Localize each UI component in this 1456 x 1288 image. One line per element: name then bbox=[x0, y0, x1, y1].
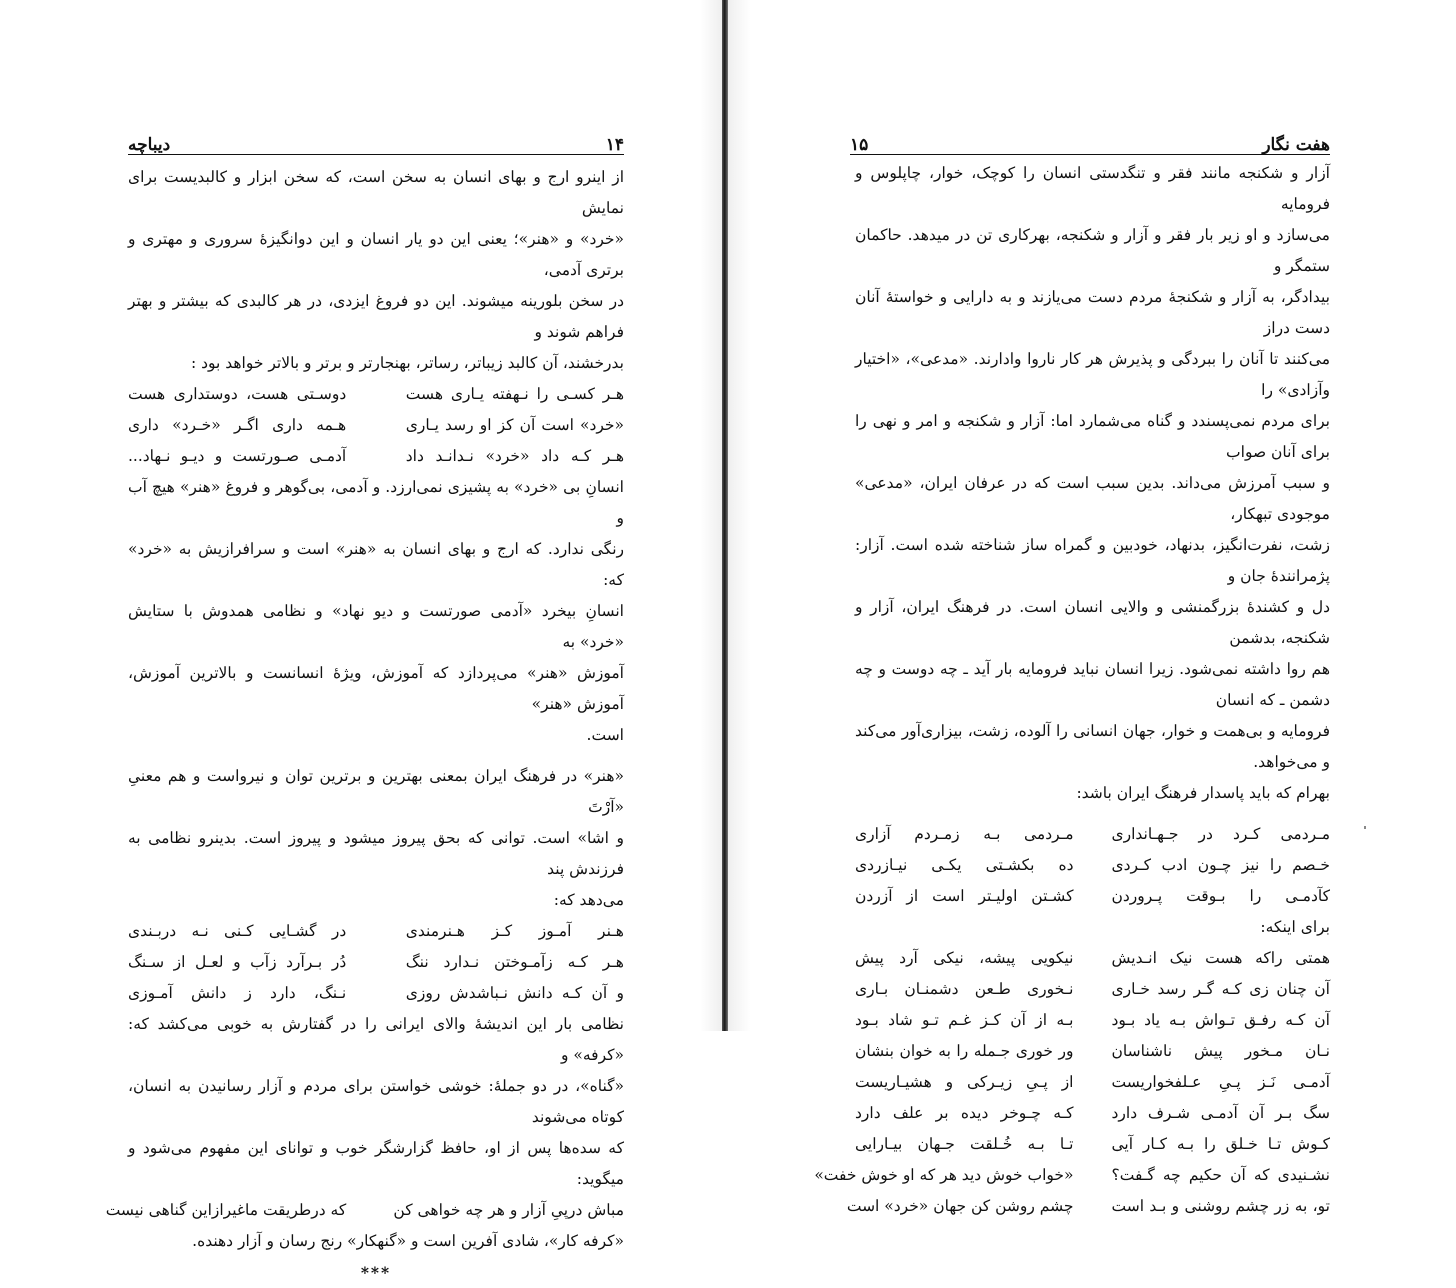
verse-second-hemistich: تـا بـه خُـلقت جـهان بیـارایی bbox=[855, 1135, 1074, 1153]
header-rule bbox=[850, 154, 1330, 155]
verse-first-hemistich: آن کـه رفـق تـواش بـه یاد بـود bbox=[1111, 1011, 1330, 1029]
verse-first-hemistich: نـان مـخور پیش ناشناسان bbox=[1111, 1042, 1330, 1060]
verse-first-hemistich: هـنر آمـوز کـز هـنرمندی bbox=[405, 922, 624, 940]
verse-first-hemistich: سگ بـر آن آدمـی شـرف دارد bbox=[1111, 1104, 1330, 1122]
left-page-header bbox=[128, 123, 624, 155]
verse-second-hemistich: دوسـتی هست، دوستداری هست bbox=[128, 385, 347, 403]
verse-second-hemistich: چشم روشن کن جهان «خرد» است bbox=[846, 1197, 1074, 1215]
text-line: رنگی ندارد. که ارج و بهای انسان به «هنر» است و سرافرازیش به «خرد» که: bbox=[128, 540, 624, 589]
verse-couplet bbox=[855, 1005, 1330, 1036]
verse-first-hemistich: مباش درپیِ آزار و هر چه خواهی کن bbox=[393, 1201, 624, 1219]
verse-couplet bbox=[128, 947, 624, 978]
left-page bbox=[0, 0, 720, 1282]
left-page-body bbox=[105, 162, 624, 1288]
verse-second-hemistich: کـه چـوخر دیده بر علف دارد bbox=[855, 1104, 1074, 1122]
text-line: هم روا داشته نمی‌شود. زیرا انسان نباید فرومایه بار آید ـ چه دوست و چه دشمن ـ که انسان bbox=[855, 660, 1330, 709]
verse-second-hemistich: «خواب خوش دید هر که او خوش خفت» bbox=[814, 1166, 1074, 1184]
verse-second-hemistich: ده بکشـتی یکـی نیـازردی bbox=[855, 856, 1074, 874]
verse-second-hemistich: آدمـی صـورتست و دیـو نـهاد... bbox=[128, 447, 347, 465]
verse-first-hemistich: کآدمـی را بـوقت پـروردن bbox=[1111, 887, 1330, 905]
verse-second-hemistich: دُر بـرآرد زآب و لعـل از سـنگ bbox=[128, 953, 347, 971]
verse-couplet bbox=[855, 819, 1330, 850]
text-line: و سبب آمرزش می‌داند. بدین سبب است که در عرفان ایران، «مدعی» موجودی تبهکار، bbox=[855, 474, 1330, 523]
verse-couplet bbox=[855, 1067, 1330, 1098]
text-line: بیدادگر، به آزار و شکنجهٔ مردم دست می‌یازند و به دارایی و خواستهٔ آنان دست دراز bbox=[855, 288, 1330, 337]
text-line: بدرخشند، آن کالبد زیباتر، رساتر، بهنجارتر و برتر و بالاتر خواهد بود : bbox=[190, 354, 624, 372]
verse-first-hemistich: هـر کـه داد «خرد» نـدانـد داد bbox=[405, 447, 624, 465]
text-line: دل و کشندهٔ بزرگمنشی و والایی انسان است. در فرهنگ ایران، آزار و شکنجه، بدشمن bbox=[855, 598, 1330, 647]
text-line: «کرفه کار»، شادی آفرین است و «گنهکار» رنج رسان و آزار دهنده. bbox=[192, 1232, 624, 1250]
verse-first-hemistich: خـصم را نیز چـون ادب کـردی bbox=[1111, 856, 1330, 874]
text-line: نظامی بار این اندیشهٔ والای ایرانی را در گفتارش به خوبی می‌کشد که: «کرفه» و bbox=[128, 1015, 624, 1064]
running-head: دیباچه bbox=[128, 135, 171, 155]
text-line: آزار و شکنجه مانند فقر و تنگدستی انسان را کوچک، خوار، چاپلوس و فرومایه bbox=[855, 164, 1330, 213]
verse-second-hemistich: نیکویی پیشه، نیکی آرد پیش bbox=[855, 949, 1074, 967]
verse-first-hemistich: همتی راکه هست نیک انـدیش bbox=[1111, 949, 1330, 967]
text-line: برای اینکه: bbox=[1260, 918, 1330, 936]
text-line: زشت، نفرت‌انگیز، بدنهاد، خودبین و گمراه ساز شناخته شده است. آزار: پژمرانندهٔ جان و bbox=[855, 536, 1330, 585]
verse-couplet bbox=[128, 410, 624, 441]
text-line: آموزش «هنر» می‌پردازد که آموزش، ویژهٔ انسانست و بالاترین آموزش، آموزش «هنر» bbox=[128, 664, 624, 713]
text-line: «گناه»، در دو جملهٔ: خوشی خواستن برای مردم و آزار رسانیدن به انسان، کوتاه می‌شوند bbox=[128, 1077, 624, 1126]
verse-first-hemistich: آن چنان زی کـه گـر رسد خـاری bbox=[1111, 980, 1330, 998]
text-line: فرومایه و بی‌همت و خوار، جهان انسانی را آلوده، زشت، بیزاری‌آور می‌کند و می‌خواهد. bbox=[855, 722, 1330, 771]
text-line: که سده‌ها پس از او، حافظ گزارشگر خوب و توانای این مفهوم می‌شود و میگوید: bbox=[128, 1139, 624, 1188]
verse-couplet bbox=[855, 974, 1330, 1005]
verse-couplet bbox=[105, 1195, 624, 1226]
verse-couplet bbox=[855, 1129, 1330, 1160]
scan-speck bbox=[1364, 826, 1366, 829]
running-head: هفت نگار bbox=[1262, 135, 1330, 155]
closing-ornament: *** bbox=[360, 1263, 392, 1282]
text-line: و اشا» است. توانی که بحق پیروز میشود و پیروز است. بدینرو نظامی به فرزندش پند bbox=[128, 829, 624, 878]
verse-first-hemistich: آدمـی نَـز پـیِ عـلفخواریست bbox=[1111, 1073, 1330, 1091]
verse-first-hemistich: کـوش تـا خـلق را بـه کـار آیی bbox=[1111, 1135, 1330, 1153]
verse-second-hemistich: از پـیِ زیـرکی و هشیـاریست bbox=[855, 1073, 1074, 1091]
right-page-body bbox=[814, 158, 1330, 1222]
verse-first-hemistich: هـر کسـی را نـهفته یـاری هست bbox=[405, 385, 624, 403]
text-line: انسانِ بی «خرد» به پشیزی نمی‌ارزد. و آدمی، بی‌گوهر و فروغ «هنر» هیچ آب و bbox=[128, 478, 624, 527]
text-line: «خرد» و «هنر»؛ یعنی این دو یار انسان و این دوانگیزهٔ سروری و مهتری و برتری آدمی، bbox=[128, 230, 624, 279]
text-line: است. bbox=[586, 726, 624, 744]
verse-first-hemistich: تو، به زر چشم روشنی و بـد است bbox=[1111, 1197, 1330, 1215]
verse-couplet bbox=[855, 1098, 1330, 1129]
verse-couplet bbox=[128, 916, 624, 947]
verse-first-hemistich: و آن کـه دانش نـباشدش روزی bbox=[405, 984, 624, 1002]
book-gutter bbox=[722, 0, 728, 1031]
verse-second-hemistich: کشـتن اولیـتر است از آزردن bbox=[855, 887, 1074, 905]
verse-couplet bbox=[855, 850, 1330, 881]
header-rule bbox=[128, 154, 624, 155]
verse-second-hemistich: نـخوری طـعن دشمنـان بـاری bbox=[855, 980, 1074, 998]
text-line: «هنر» در فرهنگ ایران بمعنی بهترین و برترین توان و نیرواست و هم معنیِ «آرْتَ bbox=[128, 767, 624, 816]
verse-couplet bbox=[128, 441, 624, 472]
verse-second-hemistich: نـنگ، دارد ز دانش آمـوزی bbox=[128, 984, 347, 1002]
verse-second-hemistich: بـه از آن کـز غـم تـو شاد بـود bbox=[855, 1011, 1074, 1029]
text-line: می‌دهد که: bbox=[553, 891, 624, 909]
verse-second-hemistich: که درطریقت ماغیرازاین گناهی نیست bbox=[105, 1201, 347, 1219]
verse-first-hemistich: نشـنیدی که آن حکیم چه گـفت؟ bbox=[1111, 1166, 1330, 1184]
verse-couplet bbox=[128, 978, 624, 1009]
text-line: می‌سازد و او زیر بار فقر و آزار و شکنجه، بهرکاری تن در میدهد. حاکمان ستمگر و bbox=[855, 226, 1330, 275]
verse-couplet bbox=[846, 1191, 1330, 1222]
verse-couplet bbox=[128, 379, 624, 410]
verse-couplet bbox=[855, 1036, 1330, 1067]
verse-first-hemistich: مـردمی کـرد در جـهـانداری bbox=[1111, 825, 1330, 843]
verse-second-hemistich: مـردمی بـه زمـردم آزاری bbox=[855, 825, 1074, 843]
verse-couplet bbox=[855, 943, 1330, 974]
verse-second-hemistich: هـمه داری اگـر «خـرد» داری bbox=[128, 416, 347, 434]
verse-first-hemistich: هـر کـه زآمـوختن نـدارد ننگ bbox=[405, 953, 624, 971]
verse-first-hemistich: «خرد» است آن کز او رسد یـاری bbox=[405, 416, 624, 434]
verse-second-hemistich: ور خوری جـمله را به خوان بنشان bbox=[855, 1042, 1074, 1060]
right-page bbox=[730, 0, 1456, 1215]
verse-couplet bbox=[814, 1160, 1330, 1191]
text-line: در سخن بلورینه میشوند. این دو فروغ ایزدی، در هر کالبدی که بیشتر و بهتر فراهم شوند و bbox=[128, 292, 624, 341]
text-line: انسانِ بیخرد «آدمی صورتست و دیو نهاد» و نظامی همدوش با ستایش «خرد» به bbox=[128, 602, 624, 651]
text-line: از اینرو ارج و بهای انسان به سخن است، که سخن ابزار و کالبدیست برای نمایش bbox=[128, 168, 624, 217]
right-page-header bbox=[850, 123, 1330, 155]
verse-second-hemistich: در گشـایی کـنی نـه دربـندی bbox=[128, 922, 347, 940]
text-line: برای مردم نمی‌پسندد و گناه می‌شمارد اما: آزار و شکنجه و امر و نهی را برای آنان صواب bbox=[855, 412, 1330, 461]
page-number: ۱۴ bbox=[605, 135, 624, 155]
text-line: بهرام که باید پاسدار فرهنگ ایران باشد: bbox=[1076, 784, 1330, 802]
text-line: می‌کنند تا آنان را ببردگی و پذیرش هر کار ناروا وادارند. «مدعی»، «اختیار وآزادی» را bbox=[855, 350, 1330, 399]
verse-couplet bbox=[855, 881, 1330, 912]
page-number: ۱۵ bbox=[850, 135, 869, 155]
